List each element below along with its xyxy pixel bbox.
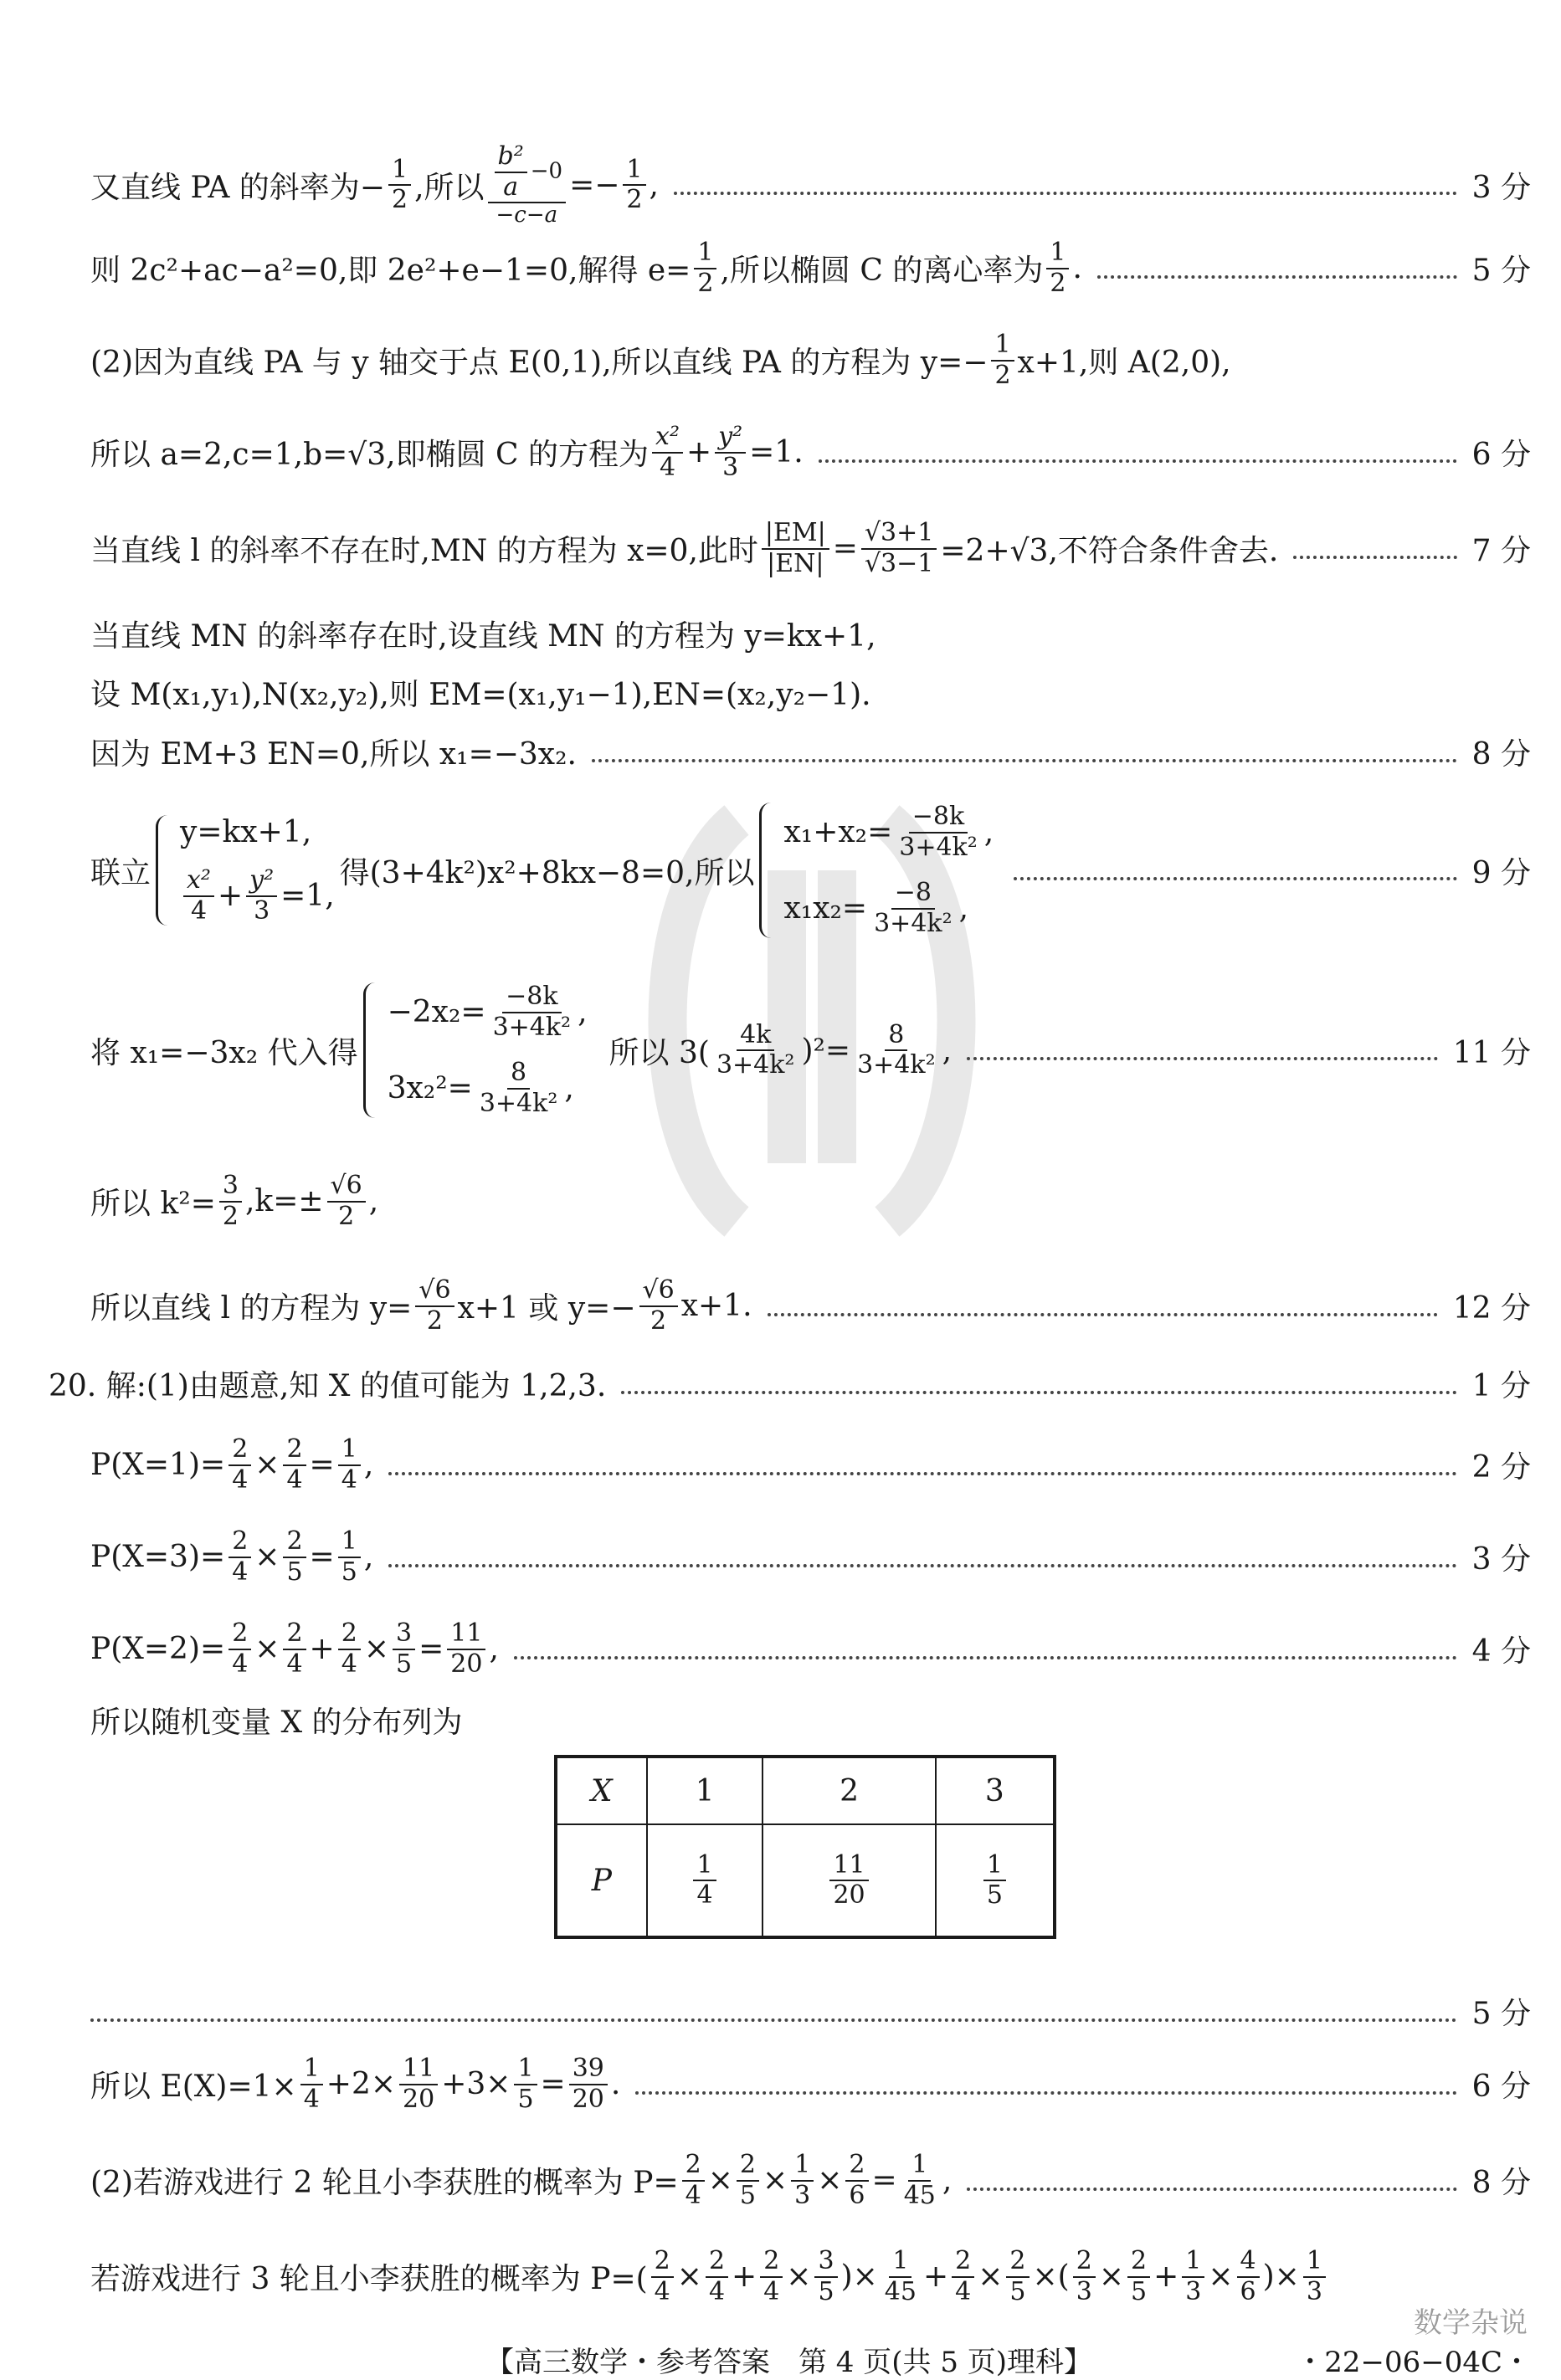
table-header-cell: X bbox=[556, 1757, 647, 1824]
line-21: 若游戏进行 3 轮且小李获胜的概率为 P=( $\frac{2}{4}$ × $\frac{2}{4}$ + $\frac{2}{4}$ × $\frac{3}{5}$ )× $\frac{1}{45}$ + $\frac{2}{4}$ × $\frac{2}{5}$ ×( $\frac{2}{3}$ × $\frac{2}{5}$ + $\frac{1}{3}$ × $\frac{4}{6}$ )× $\frac{1}{3}$ bbox=[90, 2247, 1531, 2306]
table-header-cell: 1 bbox=[647, 1757, 763, 1824]
line-10: 将 x₁=−3x₂ 代入得 −2x₂= $\frac{-8k}{\text{3+4k²}}$ , 3x₂²= $\frac{8}{\text{3+4k²}}$ , 所以 3( $\frac{4k}{\text{3+4k²}}$ )²= $\frac{8}{\text{3+4k²}}$ , 11 分 bbox=[90, 982, 1531, 1118]
line-18: 5 分 bbox=[90, 1990, 1531, 2033]
line-8: 因为 EM+3 EN=0,所以 x₁=−3x₂. 8 分 bbox=[90, 737, 1531, 772]
line-19: 所以 E(X)=1× $\frac{1}{4}$ +2× $\frac{11}{20}$ +3× $\frac{1}{5}$ = $\frac{39}{20}$ . 6 分 bbox=[90, 2054, 1531, 2114]
line-11: 所以 k²= $\frac{3}{2}$ ,k=± $\frac{√6}{2}$ , bbox=[90, 1171, 379, 1231]
line-14: P(X=1)= $\frac{2}{4}$ × $\frac{2}{4}$ = $\frac{1}{4}$ , 2 分 bbox=[90, 1434, 1531, 1495]
table-row-label: P bbox=[556, 1824, 647, 1937]
line-7: 设 M(x₁,y₁),N(x₂,y₂),则 EM=(x₁,y₁−1),EN=(x₂,y₂−1). bbox=[90, 678, 871, 712]
line-6: 当直线 MN 的斜率存在时,设直线 MN 的方程为 y=kx+1, bbox=[90, 619, 876, 654]
brace-system-3: −2x₂= $\frac{-8k}{\text{3+4k²}}$ , 3x₂²= $\frac{8}{\text{3+4k²}}$ , bbox=[363, 982, 588, 1118]
footer-code: ・22−06−04C・ bbox=[1296, 2346, 1531, 2379]
table-cell: $\frac{11}{20}$ bbox=[763, 1824, 935, 1937]
brace-system-2: x₁+x₂= $\frac{-8k}{\text{3+4k²}}$ , x₁x₂= $\frac{-8}{\text{3+4k²}}$ , bbox=[759, 803, 994, 938]
line-2: 则 2c²+ac−a²=0,即 2e²+e−1=0,解得 e= $\frac{1}{2}$ ,所以椭圆 C 的离心率为 $\frac{1}{2}$ . 5 分 bbox=[90, 238, 1531, 298]
table-cell: $\frac{1}{4}$ bbox=[647, 1824, 763, 1937]
line-20: (2)若游戏进行 2 轮且小李获胜的概率为 P= $\frac{2}{4}$ × $\frac{2}{5}$ × $\frac{1}{3}$ × $\frac{2}{6}$ = $\frac{1}{45}$ , 8 分 bbox=[90, 2150, 1531, 2210]
brace-system-1: y=kx+1, $\frac{\text{x²}}{4}$ + $\frac{\text{y²}}{3}$ =1, bbox=[156, 815, 335, 926]
line-5: 当直线 l 的斜率不存在时,MN 的方程为 x=0,此时 $\frac{|EM|}{|EN|}$ = $\frac{√3+1}{√3-1}$ =2+√3,不符合条件舍去. 7 分 bbox=[90, 518, 1531, 578]
line-13: 20. 解:(1)由题意,知 X 的值可能为 1,2,3. 1 分 bbox=[49, 1369, 1531, 1403]
line-4: 所以 a=2,c=1,b=√3,即椭圆 C 的方程为 $\frac{\text{x²}}{4}$ + $\frac{\text{y²}}{3}$ =1. 6 分 bbox=[90, 422, 1531, 482]
table-header-cell: 2 bbox=[763, 1757, 935, 1824]
table-header-cell: 3 bbox=[936, 1757, 1055, 1824]
line-17: 所以随机变量 X 的分布列为 bbox=[90, 1705, 463, 1740]
line-16: P(X=2)= $\frac{2}{4}$ × $\frac{2}{4}$ + $\frac{2}{4}$ × $\frac{3}{5}$ = $\frac{11}{20}$ , 4 分 bbox=[90, 1618, 1531, 1679]
line-1: 又直线 PA 的斜率为− $\frac{1}{2}$ ,所以 $\frac{\text{b²}}{a}$ −0 −c−a =− $\frac{1}{2}$ , 3 分 bbox=[90, 141, 1531, 228]
distribution-table bbox=[554, 1755, 1056, 1939]
line-9: 联立 y=kx+1, $\frac{\text{x²}}{4}$ + $\frac{\text{y²}}{3}$ =1, 得(3+4k²)x²+8kx−8=0,所以 x₁+x₂= $\frac{-8k}{\text{3+4k²}}$ , x₁x₂= $\frac{-8}{\text{3+4k²}}$ , 9 分 bbox=[90, 802, 1531, 938]
line-15: P(X=3)= $\frac{2}{4}$ × $\frac{2}{5}$ = $\frac{1}{5}$ , 3 分 bbox=[90, 1526, 1531, 1587]
line-12: 所以直线 l 的方程为 y= $\frac{√6}{2}$ x+1 或 y=− $\frac{√6}{2}$ x+1. 12 分 bbox=[90, 1275, 1531, 1336]
table-cell: $\frac{1}{5}$ bbox=[936, 1824, 1055, 1937]
wechat-logo-text: 数学杂说 bbox=[1414, 2306, 1528, 2340]
line-3: (2)因为直线 PA 与 y 轴交于点 E(0,1),所以直线 PA 的方程为 y=− $\frac{1}{2}$ x+1,则 A(2,0), bbox=[90, 330, 1231, 390]
footer-title: 【高三数学・参考答案 第 4 页(共 5 页)理科】 bbox=[485, 2346, 1093, 2379]
